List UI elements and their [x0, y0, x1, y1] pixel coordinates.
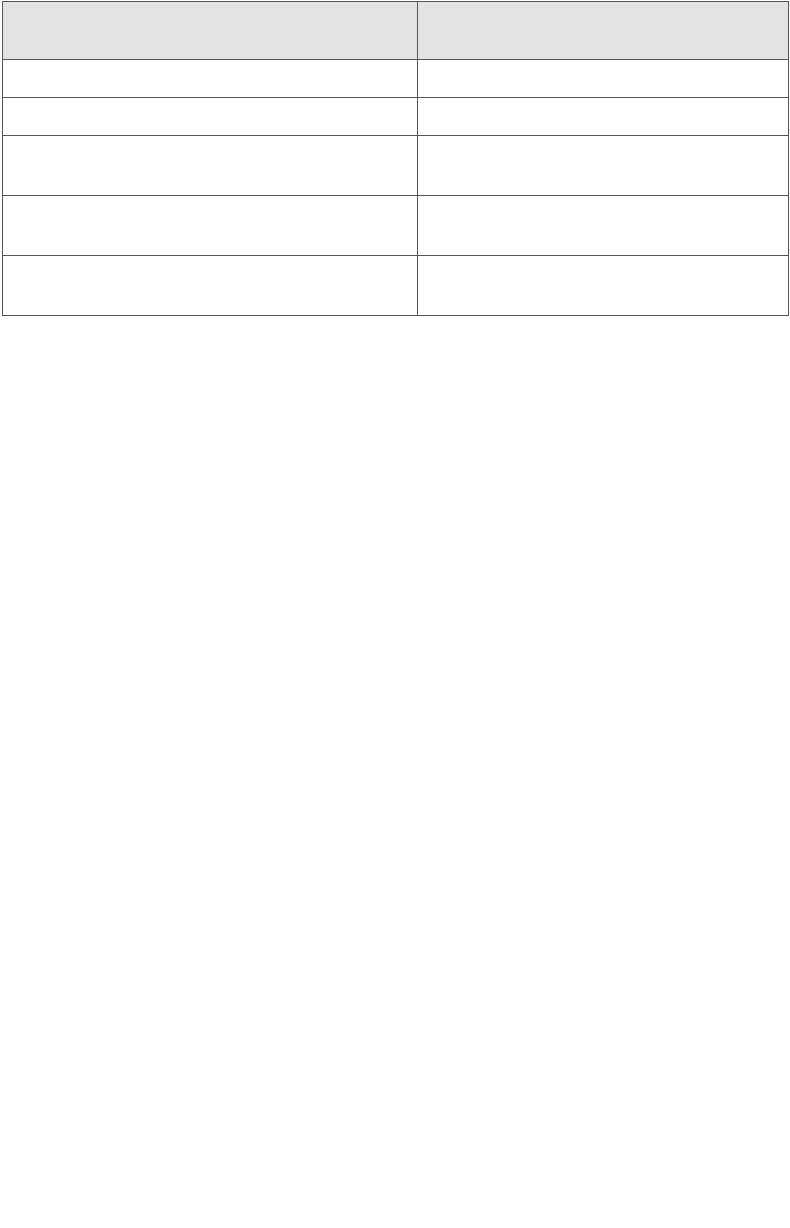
- process-cell: [3, 98, 418, 136]
- table-row: [3, 256, 789, 316]
- genes-cell: [418, 256, 789, 316]
- genes-cell: [418, 136, 789, 196]
- table-row: [3, 60, 789, 98]
- process-cell: [3, 256, 418, 316]
- header-cell-genes: [418, 2, 789, 60]
- genes-cell: [418, 196, 789, 256]
- genes-cell: [418, 98, 789, 136]
- header-row: [3, 2, 789, 60]
- header-cell-processes: [3, 2, 418, 60]
- process-cell: [3, 60, 418, 98]
- process-cell: [3, 196, 418, 256]
- table-row: [3, 136, 789, 196]
- table-row: [3, 98, 789, 136]
- genes-cell: [418, 60, 789, 98]
- process-cell: [3, 136, 418, 196]
- table-row: [3, 196, 789, 256]
- cancer-genes-table: [2, 1, 789, 316]
